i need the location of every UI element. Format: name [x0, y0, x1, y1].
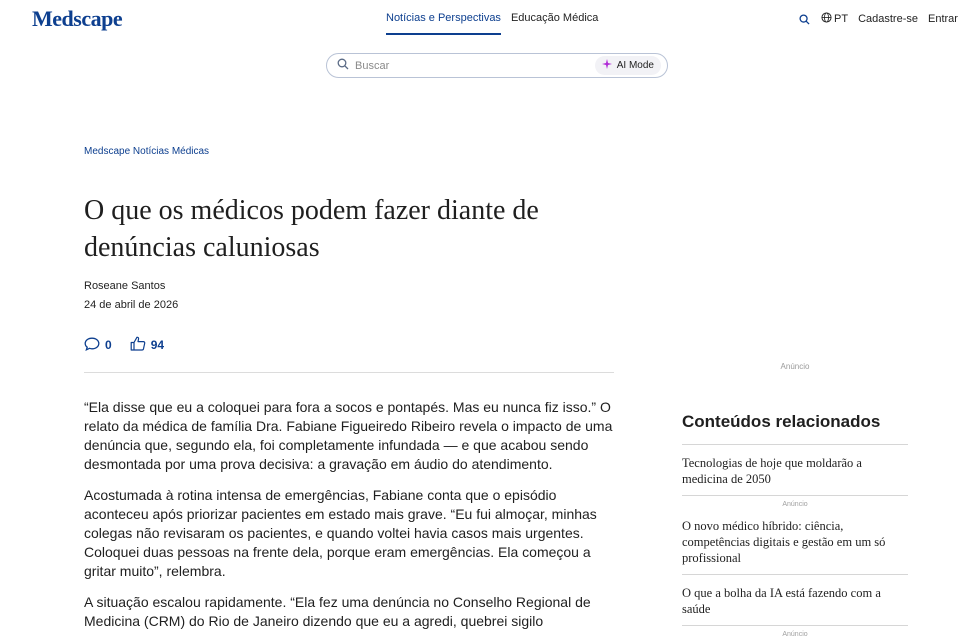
comment-count: 0 [105, 338, 112, 352]
nav-education[interactable]: Educação Médica [510, 12, 599, 24]
signup-link[interactable]: Cadastre-se [858, 13, 918, 25]
related-content-title: Conteúdos relacionados [682, 412, 881, 431]
sparkle-icon [602, 59, 612, 72]
article-author[interactable]: Roseane Santos [84, 280, 166, 292]
main-nav [386, 12, 598, 35]
search-field-icon [337, 57, 349, 75]
related-item[interactable] [682, 495, 908, 574]
related-item-title: Tecnologias de hoje que moldarão a medicina de 2050 [682, 456, 862, 486]
ad-label: Anúncio [782, 501, 808, 508]
nav-news[interactable]: Notícias e Perspectivas [386, 12, 501, 35]
related-item[interactable] [682, 574, 908, 625]
language-selector[interactable] [821, 12, 848, 26]
article-kicker[interactable]: Medscape Notícias Médicas [84, 146, 210, 157]
related-item-title: O que a bolha da IA está fazendo com a saúde [682, 586, 881, 616]
ai-mode-label: AI Mode [616, 60, 654, 71]
ad-label: Anúncio [782, 631, 808, 638]
search-input[interactable] [355, 60, 595, 72]
signin-link[interactable]: Entrar [928, 13, 958, 25]
like-button[interactable] [130, 336, 164, 354]
paragraph: A situação escalou rapidamente. “Ela fez uma denúncia no Conselho Regional de Medicina (CRM) do Rio de Janeiro dizendo que eu a agredi, quebrei sigilo [84, 594, 591, 629]
comment-icon [84, 337, 100, 354]
related-item[interactable] [682, 444, 908, 495]
article-divider [84, 372, 614, 373]
related-item-title: O novo médico híbrido: ciência, competências digitais e gestão em um só profissional [682, 519, 886, 565]
thumbs-up-icon [130, 336, 146, 354]
related-list [682, 444, 908, 640]
globe-icon [821, 12, 832, 26]
article-date: 24 de abril de 2026 [84, 299, 179, 311]
paragraph: Acostumada à rotina intensa de emergências, Fabiane conta que o episódio aconteceu após priorizar pacientes em estado mais grave. “Eu fui almoçar, minhas colegas não revisaram os pacientes, e quando voltei havia casos mais urgentes. Coloquei duas pessoas na frente dela, porque eram emergências. Ela começou a gritar muito”, relembra. [84, 487, 597, 579]
language-label: PT [834, 13, 849, 25]
article-title: O que os médicos podem fazer diante de denúncias caluniosas [84, 195, 539, 263]
paragraph: “Ela disse que eu a coloquei para fora a socos e pontapés. Mas eu nunca fiz isso.” O relato da médica de família Dra. Fabiane Figueiredo Ribeiro revela o impacto de uma denúncia que, segundo ela, foi completamente infundada — e que acabou sendo desmontada por uma prova decisiva: a gravação em áudio do atendimento. [84, 399, 613, 472]
like-count: 94 [150, 338, 165, 352]
comments-button[interactable] [84, 336, 112, 354]
related-ad-slot [682, 625, 908, 640]
ad-label: Anúncio [780, 362, 810, 371]
search-icon[interactable] [797, 12, 811, 26]
engagement-bar [84, 336, 164, 354]
article-body [84, 398, 614, 640]
search-bar [326, 53, 668, 78]
medscape-logo[interactable]: Medscape [32, 6, 123, 31]
ai-mode-button[interactable] [595, 56, 661, 75]
header-actions [797, 12, 960, 26]
site-header [0, 0, 960, 40]
